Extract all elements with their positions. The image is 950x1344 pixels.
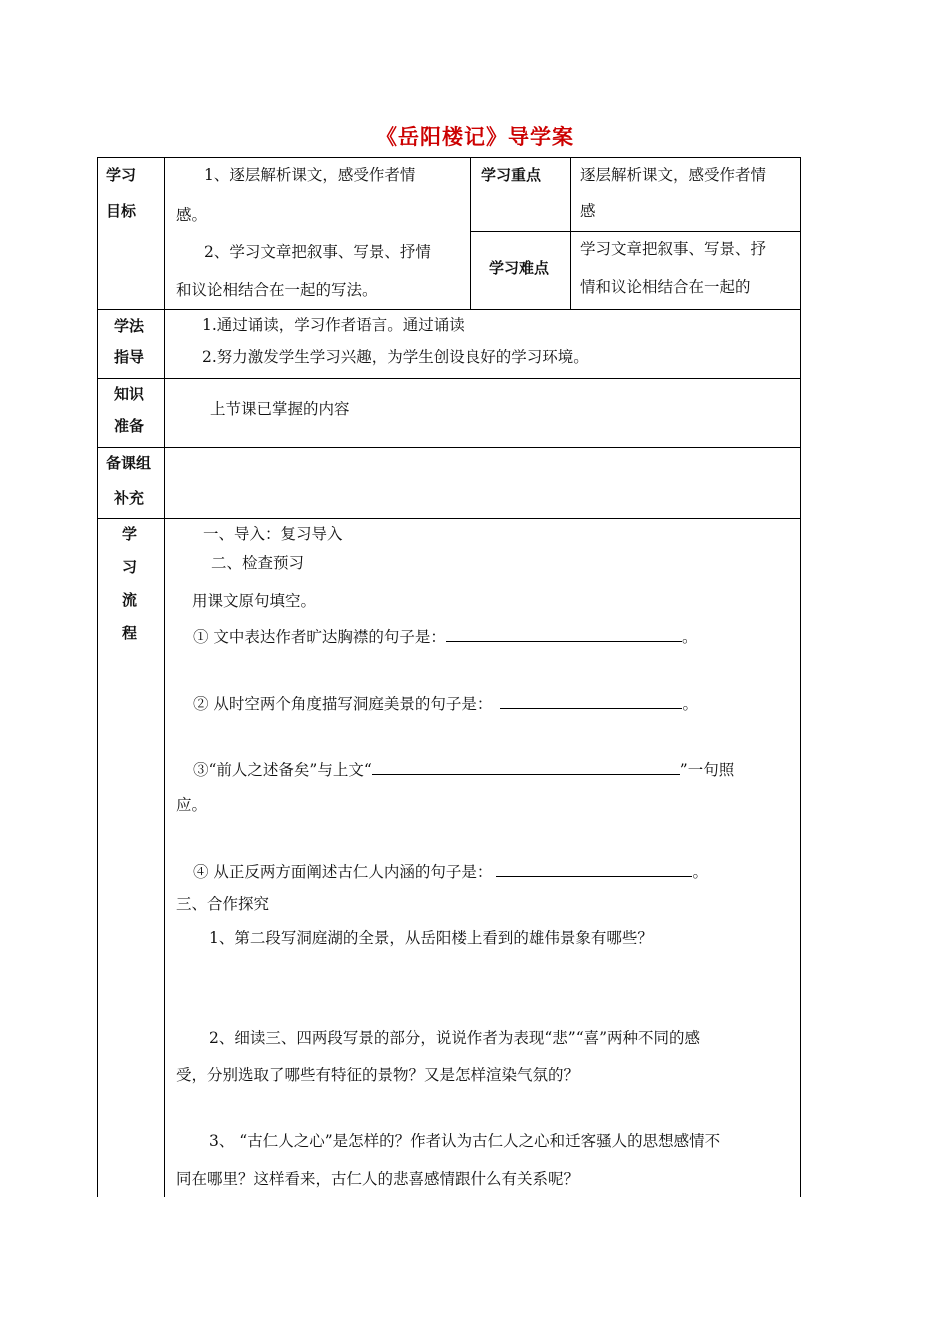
label-column-divider: [164, 157, 165, 1197]
answer-blank[interactable]: [496, 860, 692, 877]
question-3: [193, 758, 734, 780]
goals-label: 目标: [106, 202, 137, 220]
knowledge-text: 上节课已掌握的内容: [210, 400, 350, 418]
difficulty-label: 学习难点: [489, 259, 550, 277]
process-label: 程: [122, 624, 138, 642]
table-border-left: [97, 157, 98, 1197]
row-divider: [97, 447, 801, 448]
question-text: ① 文中表达作者旷达胸襟的句子是：: [193, 628, 446, 646]
answer-blank[interactable]: [372, 758, 680, 775]
table-border-top: [97, 157, 801, 158]
process-label: 学: [122, 525, 138, 543]
row-divider: [470, 231, 801, 232]
supplement-label: 备课组: [106, 454, 152, 472]
method-text: 1.通过诵读，学习作者语言。通过诵读: [202, 316, 465, 334]
key-point-text: 逐层解析课文，感受作者情: [580, 166, 767, 184]
goal-text: 2、学习文章把叙事、写景、抒情: [204, 243, 431, 261]
supplement-label: 补充: [114, 489, 145, 507]
goals-label: 学习: [106, 166, 137, 184]
difficulty-text: 情和议论相结合在一起的: [580, 278, 751, 296]
section-heading: 一、导入：复习导入: [203, 525, 343, 543]
question-text: ② 从时空两个角度描写洞庭美景的句子是：: [193, 695, 493, 713]
row-divider: [97, 309, 801, 310]
answer-blank[interactable]: [500, 692, 682, 709]
knowledge-label: 知识: [114, 385, 145, 403]
question-end: 。: [692, 863, 708, 881]
process-label: 习: [122, 558, 138, 576]
key-point-text: 感: [580, 202, 596, 220]
key-point-label: 学习重点: [481, 166, 542, 184]
goal-text: 和议论相结合在一起的写法。: [176, 281, 378, 299]
question-4: [193, 860, 708, 882]
question-2: [193, 692, 698, 714]
goal-text: 1、逐层解析课文，感受作者情: [204, 166, 416, 184]
goal-text: 感。: [176, 206, 208, 224]
difficulty-text: 学习文章把叙事、写景、抒: [580, 240, 767, 258]
section-heading: 二、检查预习: [211, 554, 305, 572]
discussion-question-2: 2、细读三、四两段写景的部分，说说作者为表现“悲”“喜”两种不同的感: [209, 1029, 701, 1047]
question-end: ”一句照: [679, 761, 735, 779]
method-label: 指导: [114, 348, 145, 366]
table-border-right: [800, 157, 801, 1197]
process-label: 流: [122, 591, 138, 609]
question-end: 。: [681, 628, 698, 646]
question-3-continued: 应。: [176, 796, 208, 814]
question-1: [193, 625, 697, 647]
fill-instruction: 用课文原句填空。: [192, 592, 317, 610]
method-text: 2.努力激发学生学习兴趣，为学生创设良好的学习环境。: [202, 348, 589, 366]
answer-blank[interactable]: [446, 625, 682, 642]
question-text: ③“前人之述备矣”与上文“: [193, 761, 372, 779]
question-end: 。: [682, 695, 698, 713]
discussion-question-2: 受，分别选取了哪些有特征的景物？又是怎样渲染气氛的？: [176, 1066, 580, 1084]
discussion-question-3: 3、 “古仁人之心”是怎样的？作者认为古仁人之心和迁客骚人的思想感情不: [209, 1132, 721, 1150]
column-divider: [470, 157, 471, 309]
knowledge-label: 准备: [114, 417, 145, 435]
discussion-question-1: 1、第二段写洞庭湖的全景，从岳阳楼上看到的雄伟景象有哪些？: [209, 929, 653, 947]
method-label: 学法: [114, 317, 145, 335]
column-divider: [570, 157, 571, 309]
row-divider: [97, 378, 801, 379]
discussion-question-3: 同在哪里？这样看来，古仁人的悲喜感情跟什么有关系呢？: [176, 1170, 580, 1188]
page-title: 《岳阳楼记》导学案: [376, 125, 574, 149]
question-text: ④ 从正反两方面阐述古仁人内涵的句子是：: [193, 863, 493, 881]
row-divider: [97, 518, 801, 519]
section-heading: 三、合作探究: [176, 895, 270, 913]
